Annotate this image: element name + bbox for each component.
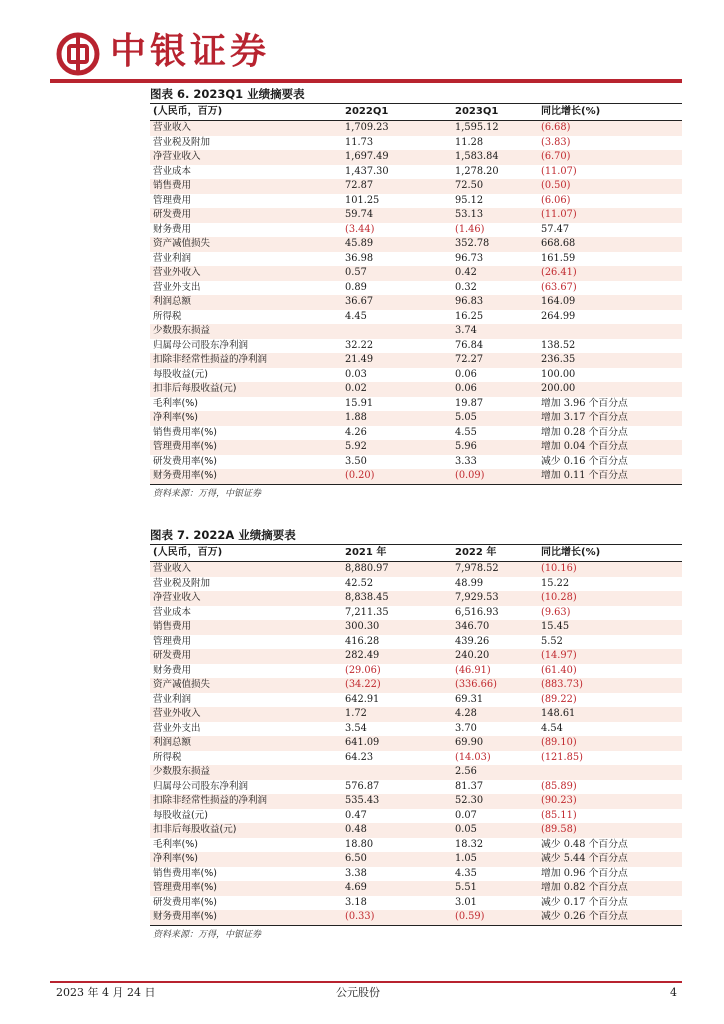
cell-value: 18.32 (455, 838, 484, 850)
row-label: 每股收益(元) (153, 809, 208, 821)
cell-value: 64.23 (345, 751, 374, 763)
row-label: 营业成本 (153, 606, 192, 618)
cell-value: 减少 5.44 个百分点 (538, 852, 682, 867)
table-2022a-body (150, 562, 682, 926)
table-row (150, 281, 682, 296)
table-row (150, 237, 682, 252)
table-row (150, 179, 682, 194)
table-row (150, 722, 682, 737)
cell-value (538, 765, 682, 780)
row-label: 所得税 (153, 751, 182, 763)
cell-value: 1,583.84 (452, 150, 538, 165)
cell-value: 11.28 (455, 136, 484, 148)
cell-value: 3.54 (345, 722, 367, 734)
cell-value: (3.44) (345, 223, 375, 235)
cell-value: 45.89 (342, 237, 452, 252)
table-2023q1 (150, 104, 682, 485)
cell-value: 1.05 (452, 852, 538, 867)
column-header-yoy: 同比增长(%) (538, 104, 682, 121)
row-label: 研发费用率(%) (153, 455, 217, 467)
row-label: 毛利率(%) (153, 397, 198, 409)
table-row (150, 310, 682, 325)
table-row (150, 252, 682, 267)
cell-value: 减少 0.26 个百分点 (538, 910, 682, 925)
cell-value: (89.58) (538, 823, 682, 838)
cell-value: (61.40) (541, 664, 577, 676)
column-header-curr: 2022 年 (452, 545, 538, 562)
table-row (150, 469, 682, 484)
cell-value: 4.26 (345, 426, 367, 438)
cell-value: 48.99 (455, 577, 484, 589)
cell-value: 0.48 (342, 823, 452, 838)
cell-value: 7,929.53 (452, 591, 538, 606)
cell-value: 416.28 (345, 635, 380, 647)
cell-value: 282.49 (342, 649, 452, 664)
cell-value: (63.67) (541, 281, 577, 293)
cell-value: 15.22 (541, 577, 570, 589)
header-divider (50, 79, 682, 83)
row-label: 营业成本 (153, 165, 192, 177)
cell-value: 4.55 (455, 426, 477, 438)
cell-value: 增加 3.17 个百分点 (538, 411, 682, 426)
cell-value: 3.74 (452, 324, 538, 339)
cell-value: 5.52 (541, 635, 563, 647)
table-2022a-block (150, 527, 682, 942)
cell-value: (883.73) (538, 678, 682, 693)
table-row (150, 121, 682, 136)
table-row (150, 823, 682, 838)
table-row (150, 736, 682, 751)
cell-value: (89.10) (538, 736, 682, 751)
table-row (150, 397, 682, 412)
cell-value: (0.09) (452, 469, 538, 484)
table-row (150, 896, 682, 911)
row-label: 扣除非经常性损益的净利润 (150, 794, 342, 809)
row-label: 营业外支出 (153, 281, 201, 293)
cell-value: 346.70 (452, 620, 538, 635)
cell-value: 6.50 (342, 852, 452, 867)
table-row (150, 266, 682, 281)
footer-divider (50, 981, 682, 983)
row-label: 营业利润 (153, 693, 192, 705)
cell-value: 668.68 (538, 237, 682, 252)
table-row (150, 765, 682, 780)
row-label: 财务费用率(%) (150, 910, 342, 925)
table-row (150, 635, 682, 650)
cell-value: 增加 0.82 个百分点 (538, 881, 682, 896)
cell-value: 1,437.30 (345, 165, 389, 177)
cell-value (342, 324, 452, 339)
row-label: 销售费用 (150, 620, 342, 635)
row-label: 营业外收入 (150, 707, 342, 722)
row-label: 归属母公司股东净利润 (153, 339, 249, 351)
row-label: 研发费用 (150, 649, 342, 664)
cell-value: 300.30 (342, 620, 452, 635)
table-row (150, 562, 682, 577)
cell-value: 32.22 (345, 339, 374, 351)
cell-value: (1.46) (455, 223, 485, 235)
row-label: 管理费用 (153, 635, 192, 647)
cell-value: (9.63) (541, 606, 571, 618)
table-row (150, 649, 682, 664)
cell-value: 535.43 (342, 794, 452, 809)
cell-value: (11.07) (538, 208, 682, 223)
cell-value: 8,838.45 (342, 591, 452, 606)
cell-value: 57.47 (541, 223, 570, 235)
row-label: 财务费用 (153, 223, 192, 235)
row-label: 少数股东损益 (150, 324, 342, 339)
cell-value: 641.09 (342, 736, 452, 751)
cell-value: 76.84 (455, 339, 484, 351)
cell-value: 69.31 (455, 693, 484, 705)
cell-value: 4.28 (452, 707, 538, 722)
cell-value: 36.98 (345, 252, 374, 264)
table-row (150, 368, 682, 383)
cell-value: 19.87 (455, 397, 484, 409)
cell-value: 减少 0.48 个百分点 (541, 838, 628, 850)
table-row (150, 794, 682, 809)
table-row (150, 208, 682, 223)
row-label: 研发费用率(%) (153, 896, 217, 908)
row-label: 利润总额 (150, 736, 342, 751)
table-row (150, 382, 682, 397)
cell-value: 138.52 (541, 339, 576, 351)
cell-value: 148.61 (538, 707, 682, 722)
cell-value: 1,595.12 (452, 121, 538, 136)
table-row (150, 852, 682, 867)
cell-value: (0.59) (452, 910, 538, 925)
cell-value: 4.45 (345, 310, 367, 322)
cell-value: 0.57 (342, 266, 452, 281)
table-row (150, 867, 682, 882)
cell-value: (29.06) (345, 664, 381, 676)
table-row (150, 620, 682, 635)
cell-value: 236.35 (538, 353, 682, 368)
row-label: 利润总额 (150, 295, 342, 310)
cell-value: 72.50 (452, 179, 538, 194)
row-label: 资产减值损失 (150, 678, 342, 693)
row-label: 营业外收入 (150, 266, 342, 281)
cell-value: 0.89 (345, 281, 367, 293)
cell-value: 减少 0.16 个百分点 (541, 455, 628, 467)
table-row (150, 455, 682, 470)
cell-value: (46.91) (455, 664, 491, 676)
column-header-prev: 2022Q1 (342, 104, 452, 121)
column-header-item: (人民币，百万) (150, 104, 342, 121)
table-row (150, 194, 682, 209)
cell-value: 7,978.52 (452, 562, 538, 577)
cell-value: 642.91 (345, 693, 380, 705)
cell-value: 增加 0.28 个百分点 (541, 426, 628, 438)
cell-value: 576.87 (345, 780, 380, 792)
table-2023q1-block (150, 86, 682, 501)
cell-value: 0.47 (345, 809, 367, 821)
row-label: 管理费用率(%) (150, 440, 342, 455)
table-2022a (150, 545, 682, 926)
cell-value: (85.11) (541, 809, 577, 821)
cell-value: 439.26 (455, 635, 490, 647)
cell-value: 0.32 (455, 281, 477, 293)
cell-value: 96.83 (452, 295, 538, 310)
table-row (150, 838, 682, 853)
cell-value: 100.00 (541, 368, 576, 380)
column-header-yoy: 同比增长(%) (538, 545, 682, 562)
cell-value: 101.25 (345, 194, 380, 206)
row-label: 净利率(%) (150, 411, 342, 426)
cell-value: 1.72 (342, 707, 452, 722)
table-row (150, 353, 682, 368)
table-row (150, 136, 682, 151)
brand-name: 中银证券 (110, 31, 271, 72)
footer-company: 公元股份 (336, 986, 380, 999)
cell-value: 减少 0.17 个百分点 (541, 896, 628, 908)
cell-value: 4.35 (455, 867, 477, 879)
row-label: 净营业收入 (150, 150, 342, 165)
cell-value: 264.99 (541, 310, 576, 322)
cell-value: 16.25 (455, 310, 484, 322)
row-label: 少数股东损益 (150, 765, 342, 780)
cell-value: 3.18 (345, 896, 367, 908)
cell-value: 0.06 (452, 382, 538, 397)
row-label: 财务费用率(%) (150, 469, 342, 484)
cell-value: 72.87 (342, 179, 452, 194)
cell-value: 164.09 (538, 295, 682, 310)
cell-value: 15.45 (538, 620, 682, 635)
table-row (150, 591, 682, 606)
page-number: 4 (670, 986, 677, 999)
table-row (150, 324, 682, 339)
table-row (150, 693, 682, 708)
row-label: 净利率(%) (150, 852, 342, 867)
row-label: 营业收入 (150, 121, 342, 136)
cell-value: 59.74 (342, 208, 452, 223)
table-row (150, 165, 682, 180)
cell-value: 69.90 (452, 736, 538, 751)
cell-value: 11.73 (345, 136, 374, 148)
row-label: 研发费用 (150, 208, 342, 223)
cell-value: 8,880.97 (342, 562, 452, 577)
row-label: 营业税及附加 (153, 136, 211, 148)
cell-value: 1,697.49 (342, 150, 452, 165)
cell-value: 72.27 (452, 353, 538, 368)
cell-value: (10.16) (538, 562, 682, 577)
row-label: 管理费用率(%) (150, 881, 342, 896)
cell-value: 3.01 (455, 896, 477, 908)
cell-value: 5.05 (452, 411, 538, 426)
cell-value: 96.73 (455, 252, 484, 264)
cell-value: 200.00 (538, 382, 682, 397)
table-row (150, 780, 682, 795)
cell-value: 增加 0.96 个百分点 (541, 867, 628, 879)
row-label: 每股收益(元) (153, 368, 208, 380)
table-row (150, 440, 682, 455)
table-row (150, 751, 682, 766)
cell-value: 1,709.23 (342, 121, 452, 136)
row-label: 所得税 (153, 310, 182, 322)
cell-value: 95.12 (455, 194, 484, 206)
row-label: 营业税及附加 (153, 577, 211, 589)
cell-value: 0.42 (452, 266, 538, 281)
table-row (150, 150, 682, 165)
table-row (150, 223, 682, 238)
row-label: 归属母公司股东净利润 (153, 780, 249, 792)
cell-value: 81.37 (455, 780, 484, 792)
cell-value: 0.02 (342, 382, 452, 397)
cell-value: 42.52 (345, 577, 374, 589)
cell-value: (10.28) (538, 591, 682, 606)
table-row (150, 707, 682, 722)
cell-value: 增加 0.04 个百分点 (538, 440, 682, 455)
cell-value: 增加 3.96 个百分点 (541, 397, 628, 409)
table-2022a-source: 资料来源：万得，中银证券 (153, 929, 262, 940)
table-row (150, 664, 682, 679)
cell-value: (89.22) (541, 693, 577, 705)
table-2022a-title: 图表 7. 2022A 业绩摘要表 (150, 527, 682, 545)
row-label: 销售费用率(%) (153, 426, 217, 438)
cell-value: (6.70) (538, 150, 682, 165)
cell-value: 6,516.93 (455, 606, 499, 618)
cell-value: 15.91 (345, 397, 374, 409)
row-label: 管理费用 (153, 194, 192, 206)
cell-value: 0.05 (452, 823, 538, 838)
cell-value: 3.50 (345, 455, 367, 467)
table-row (150, 295, 682, 310)
cell-value: (14.97) (538, 649, 682, 664)
footer-date: 2023 年 4 月 24 日 (56, 986, 156, 999)
cell-value: 5.96 (452, 440, 538, 455)
cell-value: 4.54 (541, 722, 563, 734)
table-row (150, 411, 682, 426)
bank-of-china-logo-icon (56, 32, 100, 76)
cell-value: (34.22) (342, 678, 452, 693)
cell-value: 3.70 (455, 722, 477, 734)
table-2023q1-body (150, 121, 682, 485)
table-row (150, 339, 682, 354)
row-label: 营业收入 (150, 562, 342, 577)
cell-value: (26.41) (538, 266, 682, 281)
cell-value: 增加 0.11 个百分点 (538, 469, 682, 484)
cell-value (342, 765, 452, 780)
row-label: 财务费用 (153, 664, 192, 676)
table-row (150, 577, 682, 592)
table-row (150, 881, 682, 896)
table-row (150, 426, 682, 441)
column-header-prev: 2021 年 (342, 545, 452, 562)
row-label: 销售费用率(%) (153, 867, 217, 879)
row-label: 扣除非经常性损益的净利润 (150, 353, 342, 368)
table-2023q1-title: 图表 6. 2023Q1 业绩摘要表 (150, 86, 682, 104)
row-label: 销售费用 (150, 179, 342, 194)
cell-value: (6.68) (538, 121, 682, 136)
cell-value: (11.07) (541, 165, 577, 177)
row-label: 扣非后每股收益(元) (150, 823, 342, 838)
cell-value: 4.69 (342, 881, 452, 896)
cell-value: 1,278.20 (455, 165, 499, 177)
cell-value: (90.23) (538, 794, 682, 809)
cell-value: 18.80 (345, 838, 374, 850)
row-label: 营业利润 (153, 252, 192, 264)
cell-value: 0.07 (455, 809, 477, 821)
cell-value: (6.06) (541, 194, 571, 206)
cell-value: (85.89) (541, 780, 577, 792)
cell-value: (0.20) (342, 469, 452, 484)
cell-value: 1.88 (342, 411, 452, 426)
cell-value: (121.85) (541, 751, 583, 763)
cell-value: 240.20 (452, 649, 538, 664)
row-label: 净营业收入 (150, 591, 342, 606)
column-header-item: (人民币，百万) (150, 545, 342, 562)
table-row (150, 606, 682, 621)
cell-value (538, 324, 682, 339)
cell-value: 36.67 (342, 295, 452, 310)
table-row (150, 809, 682, 824)
cell-value: 0.03 (345, 368, 367, 380)
cell-value: (0.33) (342, 910, 452, 925)
cell-value: 5.92 (342, 440, 452, 455)
cell-value: 3.33 (455, 455, 477, 467)
cell-value: 3.38 (345, 867, 367, 879)
cell-value: (0.50) (538, 179, 682, 194)
column-header-curr: 2023Q1 (452, 104, 538, 121)
cell-value: 53.13 (452, 208, 538, 223)
cell-value: 161.59 (541, 252, 576, 264)
row-label: 营业外支出 (153, 722, 201, 734)
cell-value: (3.83) (541, 136, 571, 148)
table-2023q1-source: 资料来源：万得，中银证券 (153, 488, 262, 499)
cell-value: 2.56 (452, 765, 538, 780)
table-row (150, 910, 682, 925)
row-label: 扣非后每股收益(元) (150, 382, 342, 397)
page-header (50, 28, 682, 80)
cell-value: 7,211.35 (345, 606, 389, 618)
cell-value: 352.78 (452, 237, 538, 252)
cell-value: 5.51 (452, 881, 538, 896)
cell-value: (336.66) (452, 678, 538, 693)
row-label: 资产减值损失 (150, 237, 342, 252)
cell-value: 0.06 (455, 368, 477, 380)
table-row (150, 678, 682, 693)
cell-value: 52.30 (452, 794, 538, 809)
cell-value: (14.03) (455, 751, 491, 763)
cell-value: 21.49 (342, 353, 452, 368)
row-label: 毛利率(%) (153, 838, 198, 850)
